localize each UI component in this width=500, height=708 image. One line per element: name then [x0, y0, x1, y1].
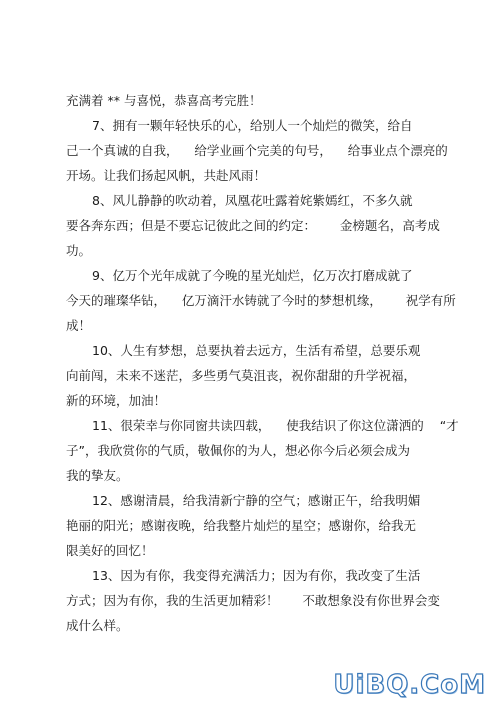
text-line: 成！: [66, 318, 92, 333]
text-line: 子”，我欣赏你的气质，敬佩你的为人，想必你今后必须会成为: [66, 443, 410, 458]
text-line: 艳丽的阳光；感谢夜晚，给我整片灿烂的星空；感谢你，给我无: [66, 518, 417, 533]
text-line: 开场。让我们扬起风帆，共赴风雨！: [66, 168, 267, 183]
paragraph-7-line: 7、拥有一颗年轻快乐的心，给别人一个灿烂的微笑，给自: [92, 118, 413, 133]
text-line: 方式；因为有你，我的生活更加精彩！ 不敢想象没有你世界会变: [66, 593, 440, 608]
text-line: 充满着 ** 与喜悦，恭喜高考完胜！: [66, 93, 262, 108]
text-line: 要各奔东西；但是不要忘记彼此之间的约定： 金榜题名，高考成: [66, 218, 440, 233]
paragraph-11-line: 11、很荣幸与你同窗共读四载， 使我结识了你这位潇洒的 “才: [92, 418, 459, 433]
text-line: 新的环境，加油！: [66, 393, 167, 408]
site-watermark: UiBQ.CoM: [333, 670, 486, 700]
paragraph-8-line: 8、风儿静静的吹动着，凤凰花吐露着姹紫嫣红，不多久就: [92, 193, 413, 208]
text-line: 向前闯，未来不迷茫，多些勇气莫沮丧，祝你甜甜的升学祝福，: [66, 368, 417, 383]
paragraph-13-line: 13、因为有你，我变得充满活力；因为有你，我改变了生活: [92, 568, 421, 583]
text-line: 功。: [66, 243, 92, 258]
document-body: [66, 88, 459, 638]
paragraph-10-line: 10、人生有梦想，总要执着去远方，生活有希望，总要乐观: [92, 343, 421, 358]
text-line: 我的挚友。: [66, 468, 129, 483]
text-line: 己一个真诚的自我， 给学业画个完美的句号， 给事业点个漂亮的: [66, 143, 448, 158]
text-line: 成什么样。: [66, 618, 129, 633]
paragraph-9-line: 9、亿万个光年成就了今晚的星光灿烂，亿万次打磨成就了: [92, 268, 413, 283]
paragraph-12-line: 12、感谢清晨，给我清新宁静的空气；感谢正午，给我明媚: [92, 493, 421, 508]
text-line: 限美好的回忆！: [66, 543, 154, 558]
text-line: 今天的璀璨华钻， 亿万滴汗水铸就了今时的梦想机缘， 祝学有所: [66, 293, 456, 308]
